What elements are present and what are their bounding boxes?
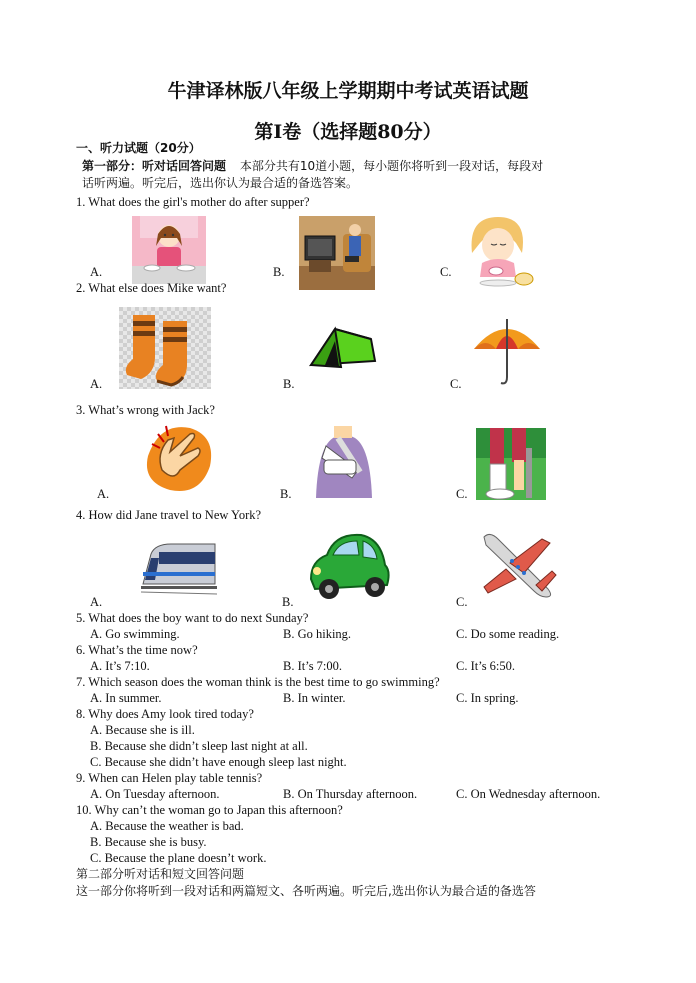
- q7-option-c[interactable]: C. In spring.: [456, 691, 519, 705]
- q10-option-c[interactable]: C. Because the plane doesn’t work.: [90, 851, 267, 865]
- q10-option-b[interactable]: B. Because she is busy.: [90, 835, 207, 849]
- q9-option-b[interactable]: B. On Thursday afternoon.: [283, 787, 418, 801]
- broken-leg-icon[interactable]: [476, 428, 546, 500]
- drinking-tea-icon[interactable]: [458, 213, 538, 289]
- part1-instructions: [82, 158, 543, 174]
- section2-heading: 第二部分听对话和短文回答问题: [76, 867, 245, 881]
- section2-text: 这一部分你将听到一段对话和两篇短文、各听两遍。听完后,选出你认为最合适的备选答: [76, 884, 536, 898]
- q4-option-a-label[interactable]: A.: [90, 595, 103, 609]
- part1-label: 第一部分：听对话回答问题: [82, 159, 227, 173]
- q8-option-c[interactable]: C. Because she didn’t have enough sleep last night.: [90, 755, 347, 769]
- q8-option-a[interactable]: A. Because she is ill.: [90, 723, 195, 737]
- question-2: 2. What else does Mike want?: [76, 281, 227, 295]
- volume-title: 第Ⅰ卷（选择题80分）: [254, 121, 442, 143]
- q7-option-a[interactable]: A. In summer.: [90, 691, 162, 705]
- q7-option-b[interactable]: B. In winter.: [283, 691, 346, 705]
- q2-option-a-label[interactable]: A.: [90, 377, 103, 391]
- umbrella-icon[interactable]: [470, 313, 544, 387]
- page-title: 牛津译林版八年级上学期期中考试英语试题: [167, 80, 529, 102]
- q6-option-a[interactable]: A. It’s 7:10.: [90, 659, 150, 673]
- part1-text-line2: 话听两遍。听完后，选出你认为最合适的备选答案。: [82, 176, 359, 190]
- q4-option-b-label[interactable]: B.: [282, 595, 294, 609]
- q9-option-c[interactable]: C. On Wednesday afternoon.: [456, 787, 601, 801]
- washing-dishes-icon[interactable]: [132, 216, 206, 284]
- broken-arm-icon[interactable]: [308, 426, 378, 498]
- question-3: 3. What’s wrong with Jack?: [76, 403, 215, 417]
- question-10: 10. Why can’t the woman go to Japan this afternoon?: [76, 803, 343, 817]
- socks-icon[interactable]: [119, 307, 211, 389]
- train-icon[interactable]: [141, 530, 217, 604]
- q5-option-c[interactable]: C. Do some reading.: [456, 627, 560, 641]
- q1-option-b-label[interactable]: B.: [273, 265, 285, 279]
- q2-option-b-label[interactable]: B.: [283, 377, 295, 391]
- q9-option-a[interactable]: A. On Tuesday afternoon.: [90, 787, 220, 801]
- q5-option-b[interactable]: B. Go hiking.: [283, 627, 352, 641]
- q5-option-a[interactable]: A. Go swimming.: [90, 627, 180, 641]
- q6-option-b[interactable]: B. It’s 7:00.: [283, 659, 343, 673]
- q3-option-b-label[interactable]: B.: [280, 487, 292, 501]
- plane-icon[interactable]: [476, 525, 558, 605]
- question-9: 9. When can Helen play table tennis?: [76, 771, 263, 785]
- question-7: 7. Which season does the woman think is the best time to go swimming?: [76, 675, 440, 689]
- sore-hand-icon[interactable]: [140, 420, 218, 498]
- watching-tv-icon[interactable]: [299, 216, 375, 290]
- q1-option-c-label[interactable]: C.: [440, 265, 452, 279]
- q1-option-a-label[interactable]: A.: [90, 265, 103, 279]
- part1-text-line1: 本部分共有10道小题，每小题你将听到一段对话，每段对: [239, 159, 544, 173]
- question-1: 1. What does the girl's mother do after supper?: [76, 195, 310, 209]
- q2-option-c-label[interactable]: C.: [450, 377, 462, 391]
- q10-option-a[interactable]: A. Because the weather is bad.: [90, 819, 244, 833]
- question-4: 4. How did Jane travel to New York?: [76, 508, 262, 522]
- question-8: 8. Why does Amy look tired today?: [76, 707, 254, 721]
- q3-option-c-label[interactable]: C.: [456, 487, 468, 501]
- question-5: 5. What does the boy want to do next Sunday?: [76, 611, 309, 625]
- question-6: 6. What’s the time now?: [76, 643, 198, 657]
- q3-option-a-label[interactable]: A.: [97, 487, 110, 501]
- section1-heading: 一、听力试题（20分）: [76, 141, 201, 155]
- q8-option-b[interactable]: B. Because she didn’t sleep last night at all.: [90, 739, 308, 753]
- q6-option-c[interactable]: C. It’s 6:50.: [456, 659, 516, 673]
- car-icon[interactable]: [305, 525, 393, 605]
- tent-icon[interactable]: [305, 325, 377, 371]
- q4-option-c-label[interactable]: C.: [456, 595, 468, 609]
